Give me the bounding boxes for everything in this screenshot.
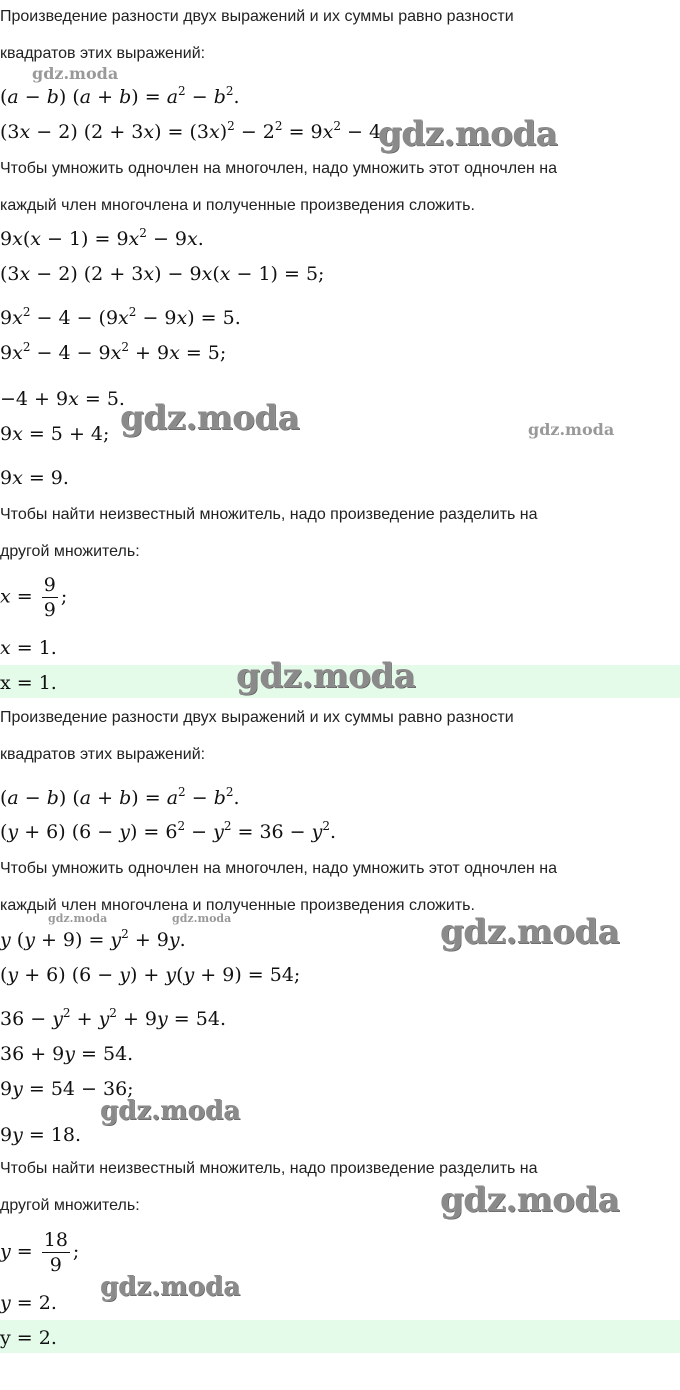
watermark: gdz.moda: [48, 912, 108, 925]
fraction-denominator: 9: [43, 599, 56, 621]
math-line: $9x(x - 1) = 9x^2 - 9x$.: [0, 226, 204, 250]
fraction-denominator: 9: [49, 1254, 62, 1276]
rule-text: Чтобы найти неизвестный множитель, надо произведение разделить на: [0, 1160, 538, 1177]
math-line: (3x − 2) $(2 + 3x) = (3x)^2 - 2^2 = 9x^2 - 4$.: [0, 119, 388, 143]
math-formula: (a − b) $(a + b) = a^2 - b^2$.: [0, 785, 240, 809]
rule-text: другой множитель:: [0, 1197, 140, 1214]
math-fraction-line: y = $\frac{18}{9}$ ;: [0, 1229, 80, 1276]
rule-text: каждый член многочлена и полученные произведения сложить.: [0, 897, 475, 914]
rule-text: Чтобы найти неизвестный множитель, надо произведение разделить на: [0, 506, 538, 523]
math-line: 9y = 18.: [0, 1124, 82, 1146]
watermark: gdz.moda: [440, 912, 620, 952]
watermark: gdz.moda: [120, 398, 300, 438]
math-line: (y + 6) (6 − y) + y(y + 9) = 54;: [0, 964, 301, 986]
watermark: gdz.moda: [236, 656, 416, 696]
math-line: 9x = 5 + 4;: [0, 423, 110, 445]
answer-highlight: [0, 1320, 680, 1353]
answer-text: x = 1.: [0, 672, 57, 694]
math-fraction-line: x = $\frac{9}{9}$ ;: [0, 574, 68, 621]
rule-text: каждый член многочлена и полученные произведения сложить.: [0, 197, 475, 214]
rule-text: Произведение разности двух выражений и их суммы равно разности: [0, 709, 514, 726]
watermark: gdz.moda: [32, 64, 119, 83]
math-line: −4 + 9x = 5.: [0, 388, 125, 410]
rule-text: другой множитель:: [0, 543, 140, 560]
math-line: 9x = 9.: [0, 467, 69, 489]
rule-text: Чтобы умножить одночлен на многочлен, надо умножить этот одночлен на: [0, 860, 557, 877]
watermark: gdz.moda: [440, 1180, 620, 1220]
math-formula: (a − b) $(a + b) = a^2 - b^2$.: [0, 84, 240, 108]
fraction-numerator: 9: [43, 574, 56, 596]
rule-text: Произведение разности двух выражений и их суммы равно разности: [0, 8, 514, 25]
watermark: gdz.moda: [172, 912, 232, 925]
fraction-numerator: 18: [43, 1229, 68, 1251]
watermark: gdz.moda: [100, 1096, 241, 1126]
rule-text: квадратов этих выражений:: [0, 45, 206, 62]
math-line: $9x^2 - 4 - (9x^2 - 9x) = 5$.: [0, 305, 241, 329]
watermark: gdz.moda: [528, 420, 615, 439]
math-line: x = 1.: [0, 637, 57, 659]
watermark: gdz.moda: [378, 114, 558, 154]
math-line: 36 + 9y = 54.: [0, 1043, 134, 1065]
rule-text: квадратов этих выражений:: [0, 746, 206, 763]
math-line: y = 2.: [0, 1292, 57, 1314]
rule-text: Чтобы умножить одночлен на многочлен, надо умножить этот одночлен на: [0, 160, 557, 177]
math-line: $36 - y^2 + y^2 + 9y = 54$.: [0, 1006, 226, 1030]
math-line: (y + 6) $(6 - y) = 6^2 - y^2 = 36 - y^2$.: [0, 819, 337, 843]
watermark: gdz.moda: [100, 1272, 241, 1302]
math-line: (3x − 2) (2 + 3x) − 9x(x − 1) = 5;: [0, 263, 325, 285]
math-line: 9y = 54 − 36;: [0, 1078, 134, 1100]
math-line: $9x^2 - 4 - 9x^2 + 9x = 5$;: [0, 340, 227, 364]
answer-text: y = 2.: [0, 1327, 57, 1349]
math-line: y $(y + 9) = y^2 + 9y$.: [0, 927, 186, 951]
